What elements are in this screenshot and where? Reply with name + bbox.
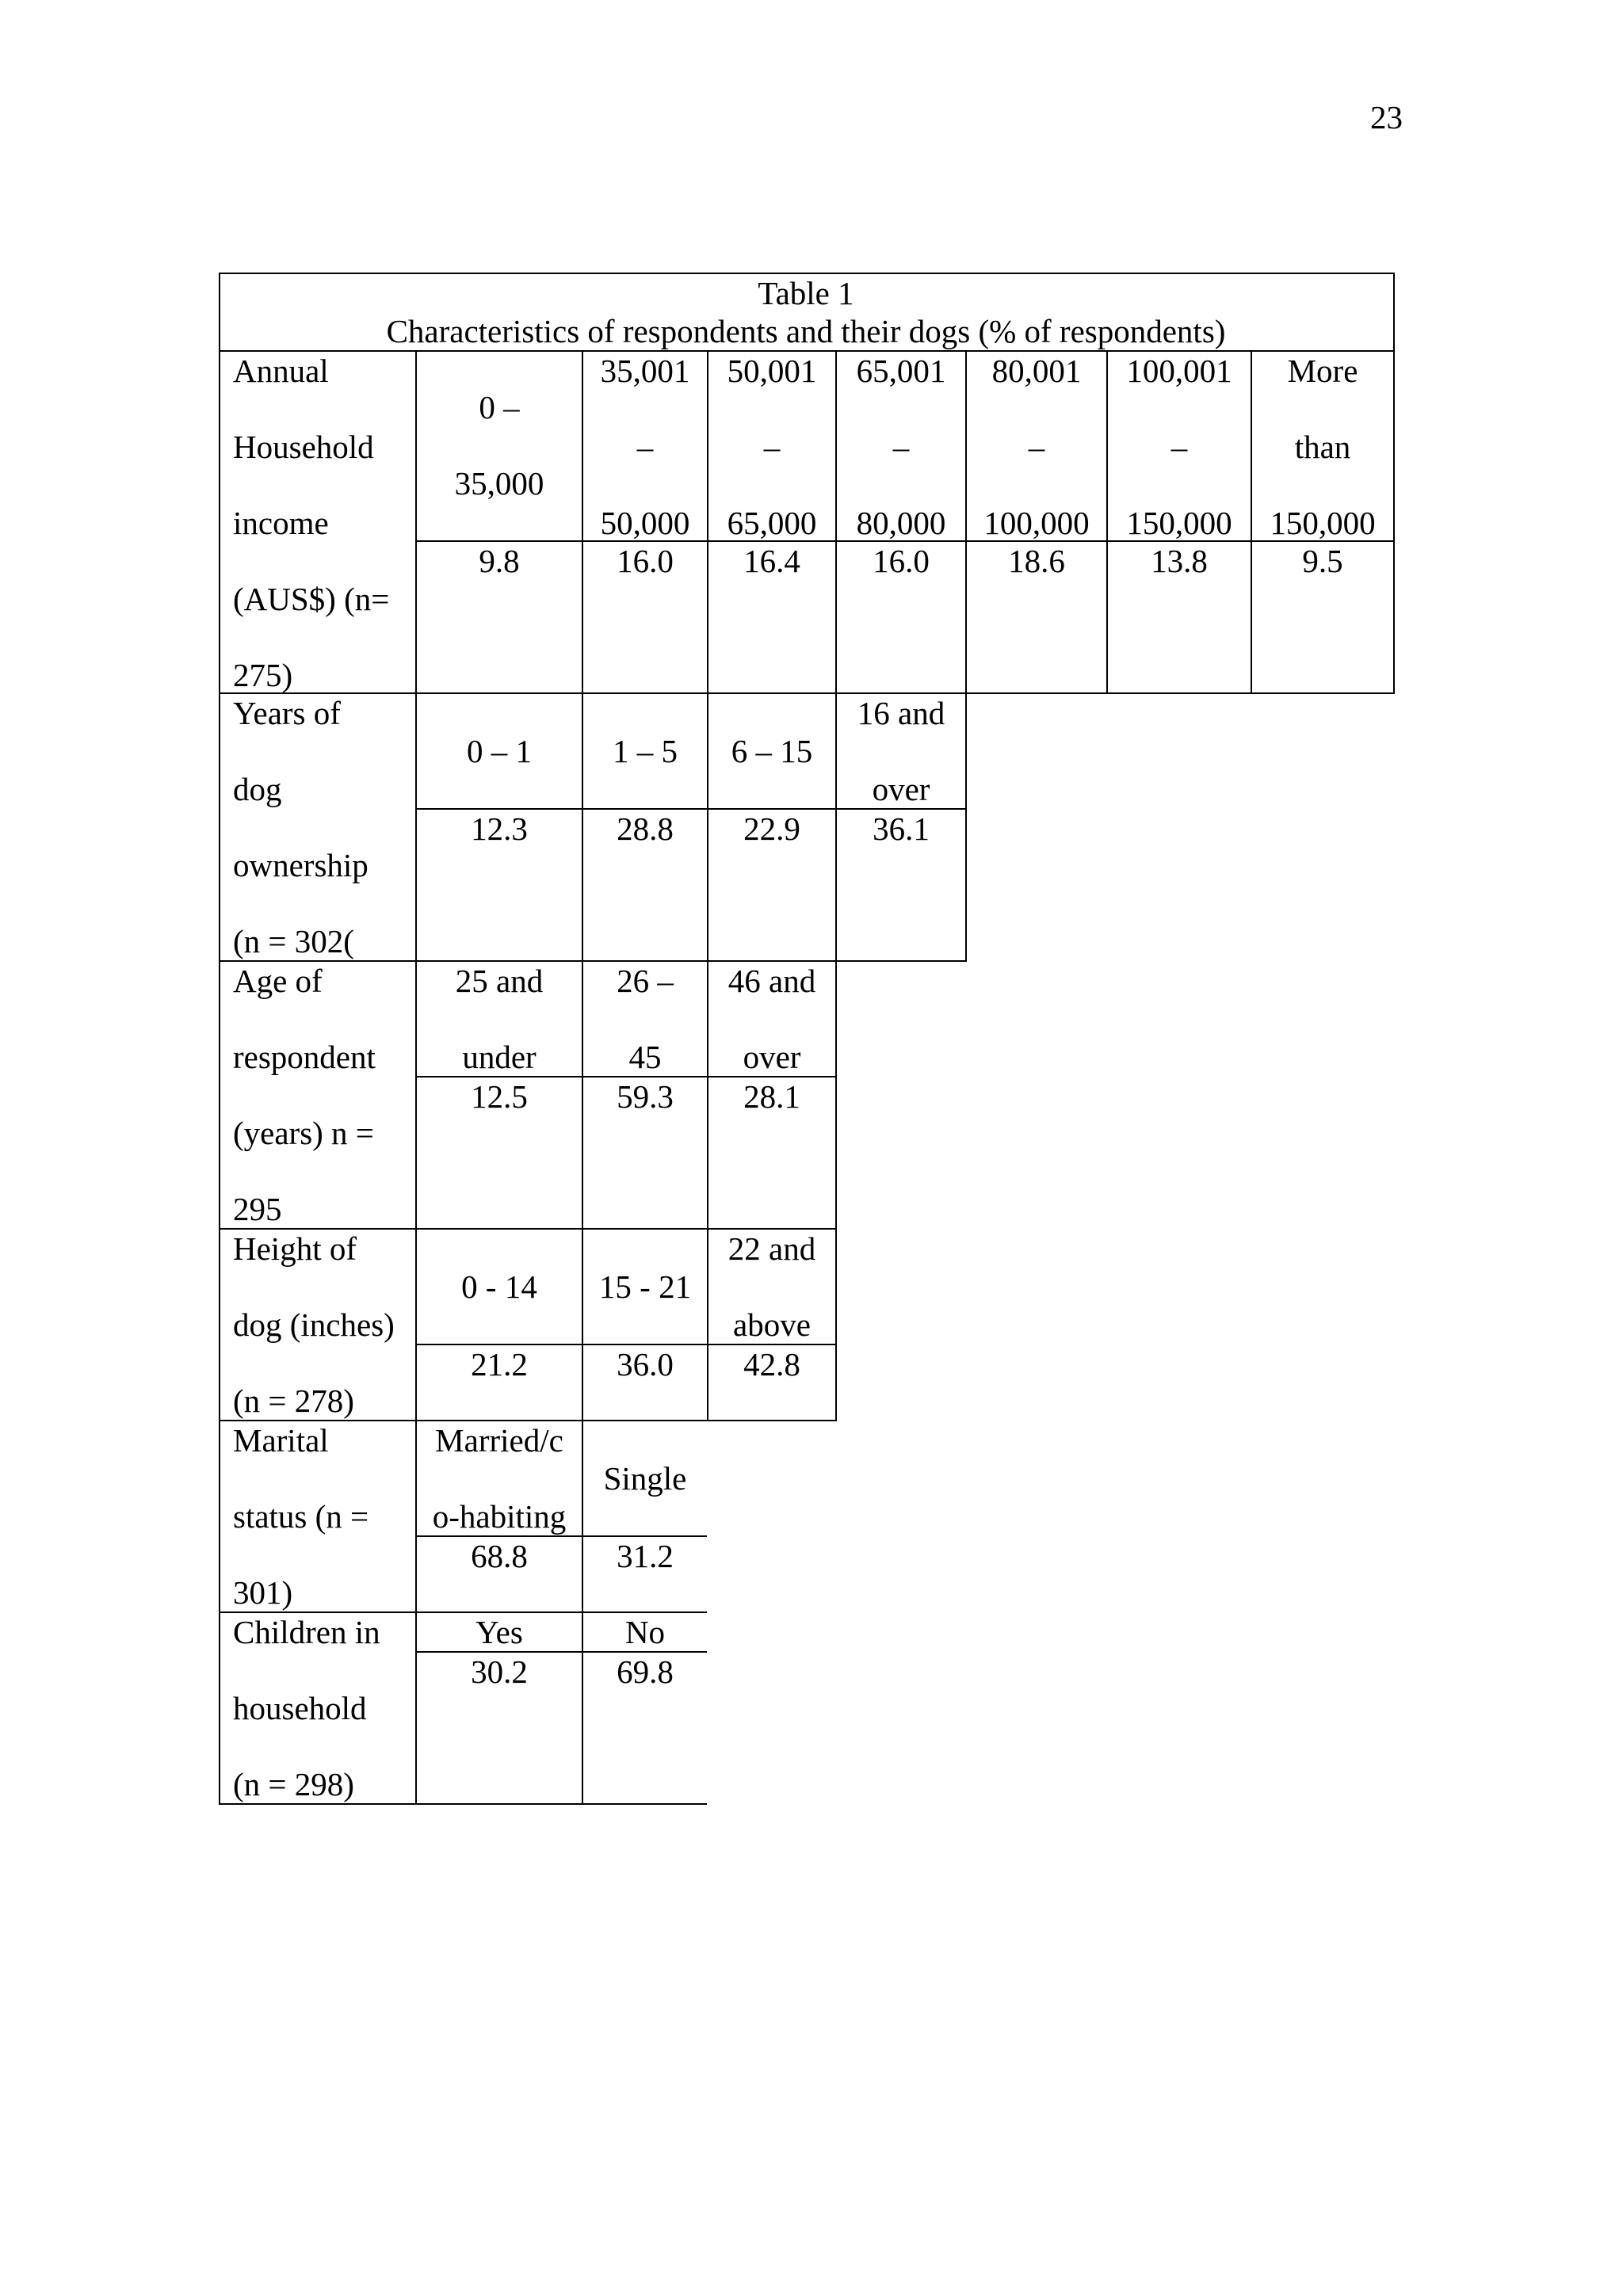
row-label-line: household	[233, 1690, 367, 1726]
row-label-line: dog	[233, 771, 282, 807]
row-label-line: 301)	[233, 1574, 293, 1611]
category-header: 22 and	[727, 1230, 816, 1267]
category-header: –	[763, 429, 781, 465]
percent-value: 28.8	[617, 810, 674, 847]
percent-value: 9.8	[479, 543, 520, 579]
percent-value: 16.0	[617, 543, 674, 579]
category-header: 0 – 1	[467, 733, 532, 769]
percent-value: 18.6	[1008, 543, 1065, 579]
category-header: 100,000	[983, 505, 1090, 541]
table-subtitle: Characteristics of respondents and their dogs (% of respondents)	[386, 313, 1226, 349]
category-header: No	[624, 1614, 666, 1650]
percent-value: 16.0	[873, 543, 930, 579]
category-header: 0 –	[479, 389, 520, 425]
row-label-line: 295	[233, 1191, 282, 1227]
row-label-line: ownership	[233, 847, 369, 883]
row-label-line: (AUS$) (n=	[233, 581, 390, 617]
category-header: under	[462, 1039, 537, 1075]
row-label-line: 275)	[233, 657, 293, 693]
percent-value: 21.2	[471, 1346, 528, 1383]
row-label-line: Marital	[233, 1422, 329, 1459]
row-label-line: status (n =	[233, 1498, 369, 1535]
category-header: Married/c	[435, 1422, 563, 1459]
category-header: –	[1170, 429, 1188, 465]
row-label-line: (n = 278)	[233, 1383, 354, 1419]
row-label-line: Annual	[233, 353, 329, 389]
percent-value: 12.5	[471, 1078, 528, 1115]
category-header: 45	[628, 1039, 662, 1075]
category-header: 80,000	[856, 505, 946, 541]
category-header: 46 and	[727, 963, 816, 999]
category-header: 35,001	[600, 353, 690, 389]
category-header: than	[1294, 429, 1351, 465]
percent-value: 28.1	[743, 1078, 800, 1115]
category-header: 35,000	[454, 465, 544, 502]
category-header: 15 - 21	[598, 1268, 692, 1305]
page-number: 23	[1370, 99, 1403, 135]
percent-value: 59.3	[617, 1078, 674, 1115]
category-header: Single	[603, 1460, 687, 1497]
category-header: 16 and	[857, 695, 945, 731]
category-header: 80,001	[991, 353, 1082, 389]
row-label-line: respondent	[233, 1039, 376, 1075]
category-header: 50,001	[727, 353, 817, 389]
category-header: 26 –	[617, 963, 674, 999]
rule-children-bottom	[219, 1803, 707, 1805]
category-header: 150,000	[1126, 505, 1232, 541]
percent-value: 69.8	[617, 1653, 674, 1690]
category-header: 6 – 15	[731, 733, 813, 769]
row-label-line: Age of	[233, 963, 323, 999]
row-label-line: Height of	[233, 1230, 357, 1267]
category-header: Yes	[475, 1614, 523, 1650]
percent-value: 68.8	[471, 1538, 528, 1574]
category-header: 100,001	[1126, 353, 1232, 389]
row-label-line: income	[233, 505, 329, 541]
percent-value: 9.5	[1302, 543, 1343, 579]
percent-value: 36.0	[617, 1346, 674, 1383]
row-label-line: Children in	[233, 1614, 380, 1650]
category-header: 50,000	[600, 505, 690, 541]
percent-value: 13.8	[1151, 543, 1208, 579]
category-header: o-habiting	[432, 1498, 567, 1535]
category-header: 0 - 14	[461, 1268, 537, 1305]
percent-value: 12.3	[471, 810, 528, 847]
rule-right	[1393, 273, 1395, 694]
category-header: 65,000	[727, 505, 817, 541]
row-label-line: (n = 302(	[233, 923, 354, 959]
percent-value: 22.9	[743, 810, 800, 847]
percent-value: 16.4	[743, 543, 800, 579]
category-header: over	[743, 1039, 801, 1075]
percent-value: 30.2	[471, 1653, 528, 1690]
percent-value: 36.1	[873, 810, 930, 847]
rule-left	[219, 273, 220, 1805]
category-header: –	[892, 429, 910, 465]
rule-income-bottom	[219, 692, 1395, 694]
row-label-line: Years of	[233, 695, 341, 731]
category-header: –	[636, 429, 654, 465]
category-header: 150,000	[1270, 505, 1376, 541]
category-header: above	[733, 1306, 811, 1343]
category-header: More	[1287, 353, 1358, 389]
percent-value: 42.8	[743, 1346, 800, 1383]
row-label-line: (n = 298)	[233, 1766, 354, 1802]
percent-value: 31.2	[617, 1538, 674, 1574]
category-header: –	[1028, 429, 1045, 465]
category-header: over	[872, 771, 930, 807]
row-label-line: Household	[233, 429, 374, 465]
table-title: Table 1	[758, 275, 854, 311]
row-label-line: (years) n =	[233, 1115, 374, 1151]
category-header: 25 and	[455, 963, 544, 999]
row-label-line: dog (inches)	[233, 1306, 395, 1343]
category-header: 65,001	[856, 353, 946, 389]
category-header: 1 – 5	[613, 733, 678, 769]
